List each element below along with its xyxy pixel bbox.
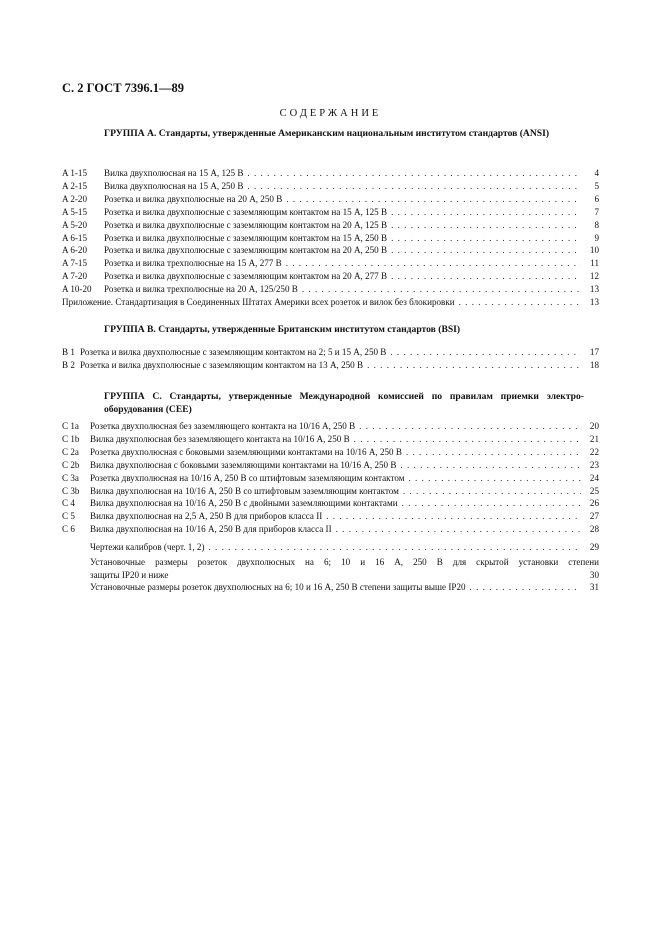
entry-page: 24 (589, 472, 599, 483)
toc-title: СОДЕРЖАНИЕ (279, 108, 382, 119)
toc-entry (62, 283, 599, 296)
entry-title: Розетка и вилка двухполюсные с заземляющим контактом на 15 А, 125 В (104, 206, 388, 217)
entry-code: A 10-20 (62, 284, 92, 295)
entry-title-line2: защиты IP20 и ниже (90, 570, 169, 580)
entry-title: Вилка двухполюсная на 2,5 А, 250 В для приборов класса II (90, 511, 323, 522)
dot-leader (408, 472, 581, 485)
entry-page: 27 (589, 511, 599, 522)
entry-code: A 5-15 (62, 206, 88, 217)
page-header: С. 2 ГОСТ 7396.1—89 (62, 81, 185, 95)
toc-entry (62, 219, 599, 232)
entry-code: С 5 (62, 511, 75, 522)
toc-entry (62, 510, 599, 523)
toc-entry (62, 485, 599, 498)
appendix-entry (62, 296, 599, 309)
entry-code: С 2а (62, 446, 79, 457)
toc-entry-install-hidden (90, 556, 599, 582)
entry-code: С 2b (62, 459, 80, 470)
entry-code: A 6-15 (62, 232, 88, 243)
entry-page: 31 (589, 582, 599, 592)
toc-entry (62, 206, 599, 219)
entry-page: 23 (589, 459, 599, 470)
entry-title: Розетка двухполюсная с боковыми заземляющими контактами на 10/16 А, 250 В (90, 446, 402, 457)
dot-leader (406, 446, 581, 459)
entry-page: 30 (589, 570, 599, 580)
entry-title: Розетка и вилка двухполюсные с заземляющим контактом на 20 А, 125 В (104, 219, 388, 230)
dot-leader (403, 485, 581, 498)
entry-page: 12 (589, 271, 599, 282)
entry-code: A 2-15 (62, 180, 88, 191)
entry-code: С 6 (62, 524, 75, 535)
dot-leader (391, 206, 581, 219)
toc-entry (62, 459, 599, 472)
entry-title: Розетка и вилка двухполюсные с заземляющим контактом на 2; 5 и 15 А, 250 В (80, 347, 387, 357)
entry-title: Чертежи калибров (черт. 1, 2) (90, 542, 205, 552)
toc-entry (62, 523, 599, 536)
group-a-heading: ГРУППА А. Стандарты, утвержденные Американским национальным институтом стандартов (ANSI) (104, 128, 550, 139)
entry-title: Розетка и вилка двухполюсные с заземляющим контактом на 20 А, 277 В (104, 271, 388, 282)
entry-page: 17 (589, 347, 599, 357)
entry-code: С 1а (62, 421, 79, 431)
entry-page: 29 (589, 542, 599, 552)
entry-page: 5 (594, 180, 599, 191)
appendix-page: 13 (589, 297, 599, 307)
entry-title: Розетка и вилка трехполюсные на 20 А, 125/250 В (104, 284, 298, 295)
entry-page: 25 (589, 485, 599, 496)
entry-title-line1: Установочные размеры розеток двухполюсных на 6; 10 и 16 А, 250 В для скрытой установки степени (90, 557, 599, 567)
dot-leader (391, 219, 581, 232)
toc-entry (62, 359, 599, 372)
entry-title: Вилка двухполюсная на 10/16 А, 250 В с двойными заземляющими контактами (90, 498, 398, 509)
dot-leader (402, 497, 581, 510)
entry-title: Вилка двухполюсная на 15 А, 125 В (104, 168, 244, 178)
entry-page: 20 (589, 421, 599, 431)
group-c-heading (104, 390, 584, 416)
dot-leader (359, 420, 581, 433)
entry-code: С 3b (62, 485, 80, 496)
entry-page: 8 (594, 219, 599, 230)
entry-title: Розетка и вилка трехполюсные на 15 А, 277 В (104, 258, 282, 269)
entry-title: Розетка и вилка двухполюсные на 20 А, 250 В (104, 193, 283, 204)
entry-page: 13 (589, 284, 599, 295)
entry-code: A 5-20 (62, 219, 88, 230)
entry-title: Вилка двухполюсная с боковыми заземляющими контактами на 10/16 А, 250 В (90, 459, 397, 470)
entry-code: В 1 (62, 347, 75, 357)
entry-code: С 1b (62, 433, 80, 444)
toc-entry (62, 257, 599, 270)
dot-leader (391, 270, 581, 283)
entry-page: 7 (594, 206, 599, 217)
toc-entry-install-ip20 (90, 581, 599, 594)
dot-leader (286, 193, 581, 206)
entry-page: 26 (589, 498, 599, 509)
toc-entry (62, 167, 599, 180)
group-c-heading-line2: оборудования (СЕЕ) (104, 404, 192, 415)
dot-leader (400, 459, 581, 472)
toc-entry (62, 244, 599, 257)
dot-leader (247, 180, 581, 193)
dot-leader (354, 433, 581, 446)
entry-code: A 2-20 (62, 193, 88, 204)
entry-page: 28 (589, 524, 599, 535)
entry-title: Вилка двухполюсная на 10/16 А, 250 В со штифтовым заземляющим контактом (90, 485, 399, 496)
toc-entry (62, 433, 599, 446)
toc-entry (62, 420, 599, 433)
appendix-title: Приложение. Стандартизация в Соединенных Штатах Америки всех розеток и вилок без блокировки (62, 297, 455, 307)
entry-page: 11 (590, 258, 599, 269)
entry-title: Вилка двухполюсная без заземляющего контакта на 10/16 А, 250 В (90, 433, 350, 444)
entry-page: 18 (589, 359, 599, 370)
entry-code: С 4 (62, 498, 75, 509)
entry-page: 6 (594, 193, 599, 204)
dot-leader (391, 244, 581, 257)
entry-page: 9 (594, 232, 599, 243)
dot-leader (367, 359, 581, 372)
entry-title: Розетка и вилка двухполюсные с заземляющим контактом на 20 А, 250 В (104, 245, 388, 256)
entry-page: 22 (589, 446, 599, 457)
entry-code: A 7-20 (62, 271, 88, 282)
entry-title: Вилка двухполюсная на 10/16 А, 250 В для приборов класса II (90, 524, 332, 535)
entry-title: Розетка и вилка двухполюсные с заземляющим контактом на 15 А, 250 В (104, 232, 388, 243)
toc-entry (62, 270, 599, 283)
entry-code: С 3а (62, 472, 79, 483)
toc-entry-gauges (90, 541, 599, 554)
dot-leader (459, 296, 581, 309)
entry-code: В 2 (62, 359, 75, 370)
toc-entry (62, 346, 599, 359)
entry-title: Установочные размеры розеток двухполюсных на 6; 10 и 16 А, 250 В степени защиты выше IP20 (90, 582, 466, 592)
dot-leader (336, 523, 581, 536)
group-b-heading: ГРУППА В. Стандарты, утвержденные Британским институтом стандартов (BSI) (104, 324, 461, 335)
entry-title: Розетка двухполюсная на 10/16 А, 250 В со штифтовым заземляющим контактом (90, 472, 405, 483)
entry-code: A 6-20 (62, 245, 88, 256)
dot-leader (326, 510, 581, 523)
dot-leader (390, 346, 581, 359)
entry-page: 10 (589, 245, 599, 256)
dot-leader (302, 283, 581, 296)
toc-entry (62, 446, 599, 459)
entry-page: 21 (589, 433, 599, 444)
entry-page: 4 (594, 168, 599, 178)
entry-title: Вилка двухполюсная на 15 А, 250 В (104, 180, 244, 191)
dot-leader (391, 232, 581, 245)
dot-leader (247, 167, 581, 180)
toc-entry (62, 472, 599, 485)
toc-entry (62, 193, 599, 206)
toc-entry (62, 497, 599, 510)
dot-leader (208, 541, 581, 554)
entry-code: A 1-15 (62, 168, 88, 178)
toc-entry (62, 232, 599, 245)
group-c-heading-line1: ГРУППА С. Стандарты, утвержденные Международной комиссией по правилам приемки электро- (104, 391, 584, 402)
dot-leader (470, 581, 581, 594)
toc-entry (62, 180, 599, 193)
entry-title: Розетка двухполюсная без заземляющего контакта на 10/16 А, 250 В (90, 421, 356, 431)
dot-leader (286, 257, 581, 270)
entry-code: A 7-15 (62, 258, 88, 269)
entry-title: Розетка и вилка двухполюсные с заземляющим контактом на 13 А, 250 В (80, 359, 364, 370)
